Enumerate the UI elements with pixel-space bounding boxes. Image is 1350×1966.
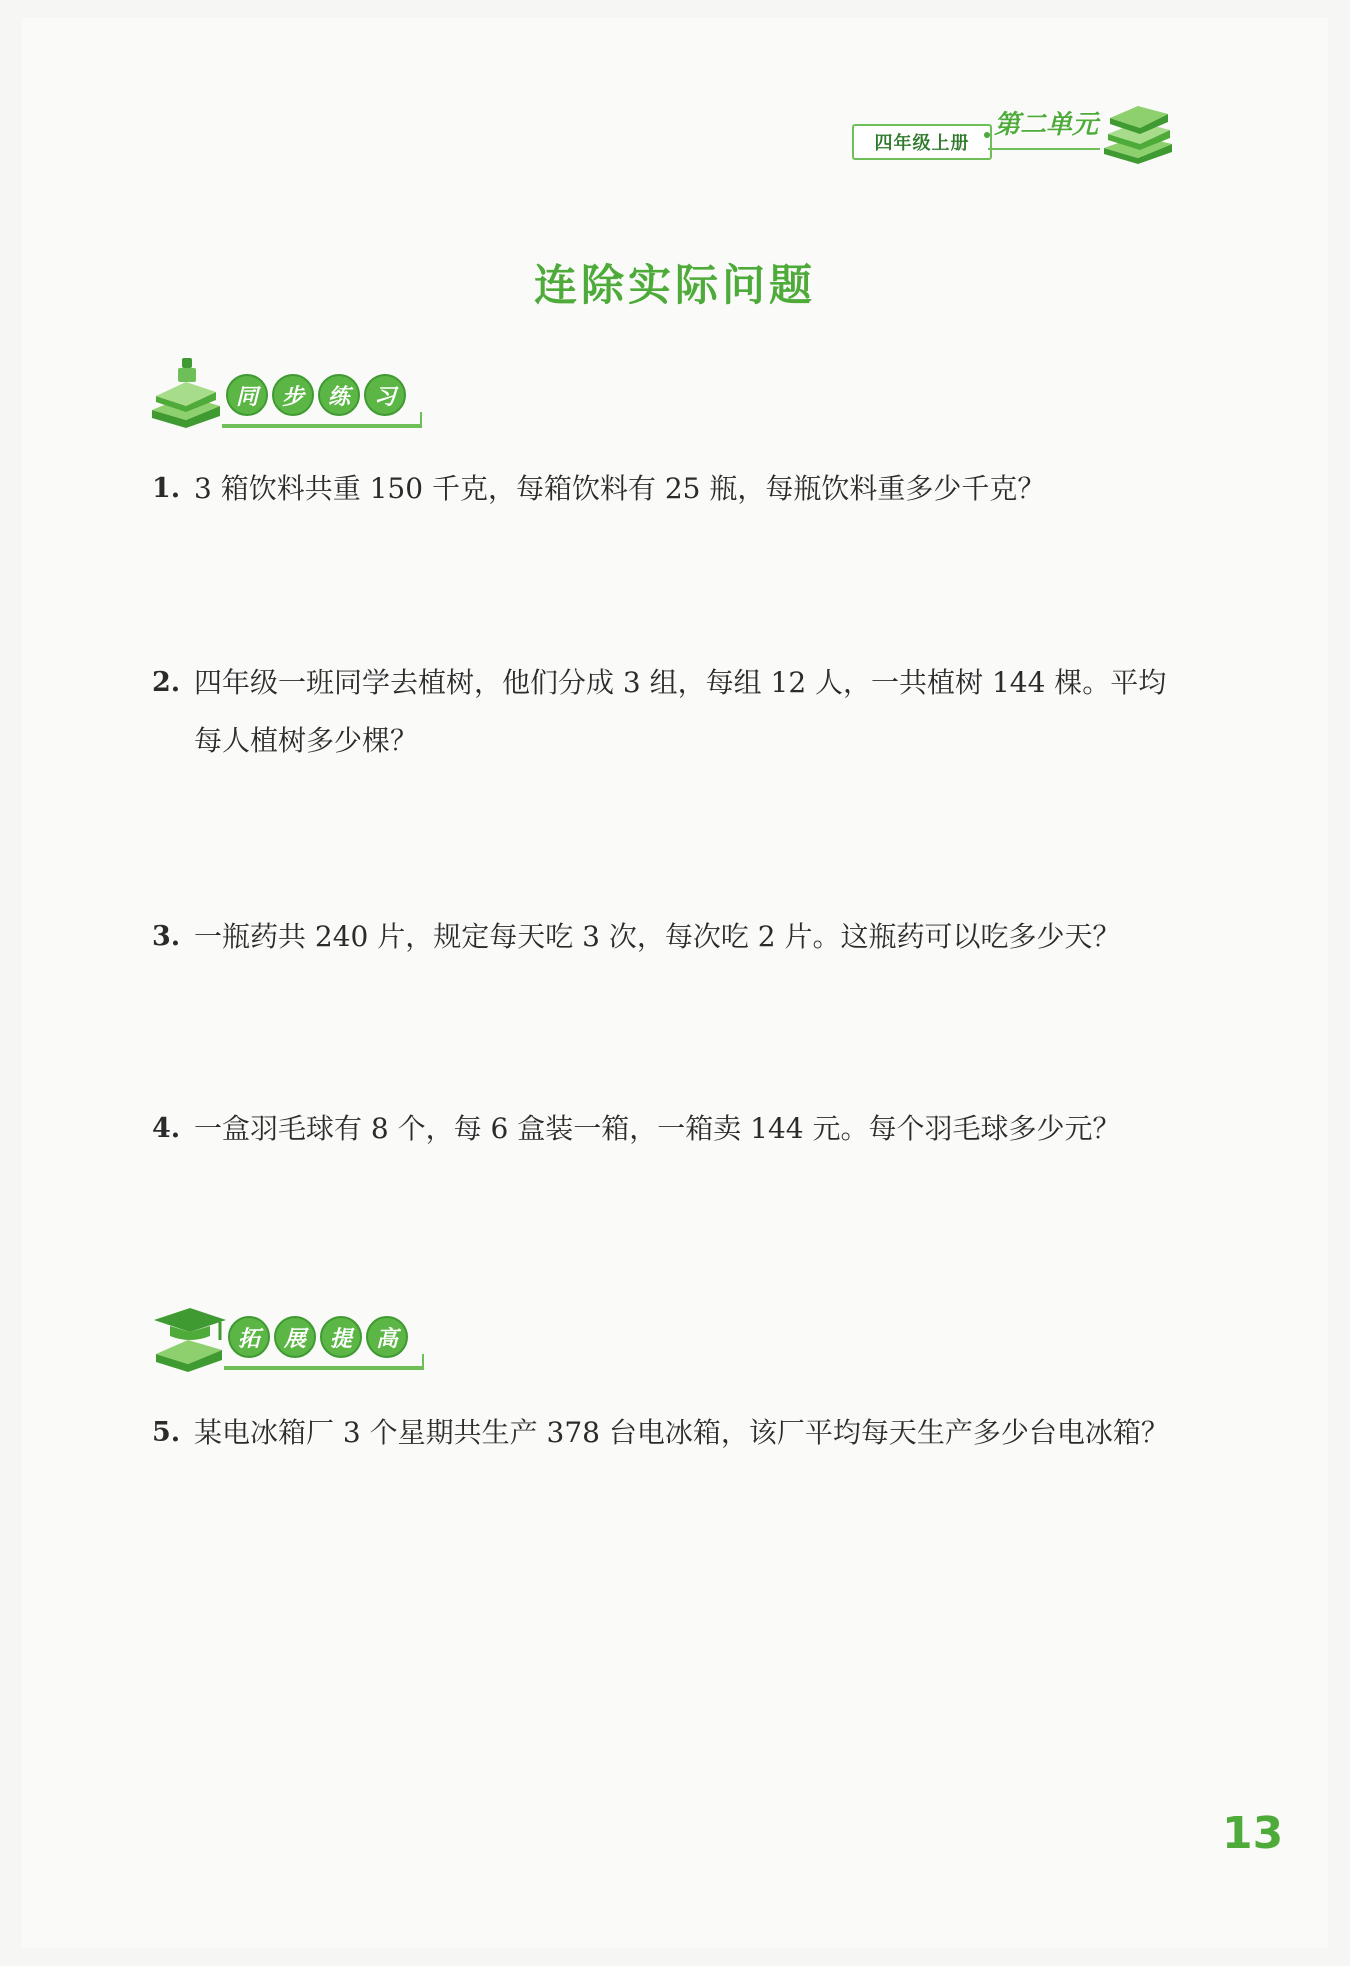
question-number: 4. <box>152 1113 181 1144</box>
question-1 <box>152 460 1192 518</box>
question-text: 某电冰箱厂 3 个星期共生产 378 台电冰箱，该厂平均每天生产多少台电冰箱？ <box>194 1416 1169 1449</box>
question-3 <box>152 908 1192 966</box>
badge-char: 练 <box>318 374 360 416</box>
books-lamp-icon <box>148 354 228 444</box>
section-title-badges <box>226 374 406 416</box>
section-underline <box>222 424 420 426</box>
question-text: 四年级一班同学去植树，他们分成 3 组，每组 12 人，一共植树 144 棵。平均每人植树多少棵？ <box>194 666 1167 757</box>
graduation-cap-books-icon <box>150 1296 230 1386</box>
header-line <box>988 148 1100 150</box>
badge-char: 同 <box>226 374 268 416</box>
question-text: 3 箱饮料共重 150 千克，每箱饮料有 25 瓶，每瓶饮料重多少千克？ <box>194 472 1046 505</box>
grade-label: 四年级上册 <box>852 124 992 160</box>
badge-char: 高 <box>366 1316 408 1358</box>
badge-char: 拓 <box>228 1316 270 1358</box>
question-4 <box>152 1100 1192 1158</box>
badge-char: 习 <box>364 374 406 416</box>
section-header-extension <box>150 1296 450 1386</box>
question-number: 5. <box>152 1417 181 1448</box>
badge-char: 展 <box>274 1316 316 1358</box>
page-title: 连除实际问题 <box>534 261 816 311</box>
question-text: 一盒羽毛球有 8 个，每 6 盒装一箱，一箱卖 144 元。每个羽毛球多少元？ <box>194 1112 1121 1145</box>
badge-char: 提 <box>320 1316 362 1358</box>
unit-label: 第二单元 <box>994 110 1099 140</box>
question-5 <box>152 1404 1192 1462</box>
section-underline <box>224 1366 422 1368</box>
section-title-badges <box>228 1316 408 1358</box>
page-number: 13 <box>1222 1808 1284 1859</box>
question-number: 1. <box>152 473 181 504</box>
question-2 <box>152 654 1192 770</box>
books-stack-icon <box>1098 94 1178 166</box>
question-number: 3. <box>152 921 181 952</box>
question-text: 一瓶药共 240 片，规定每天吃 3 次，每次吃 2 片。这瓶药可以吃多少天？ <box>194 920 1121 953</box>
section-header-practice <box>148 354 448 444</box>
badge-char: 步 <box>272 374 314 416</box>
unit-header <box>848 94 1178 174</box>
header-dot <box>984 132 990 138</box>
question-number: 2. <box>152 667 181 698</box>
